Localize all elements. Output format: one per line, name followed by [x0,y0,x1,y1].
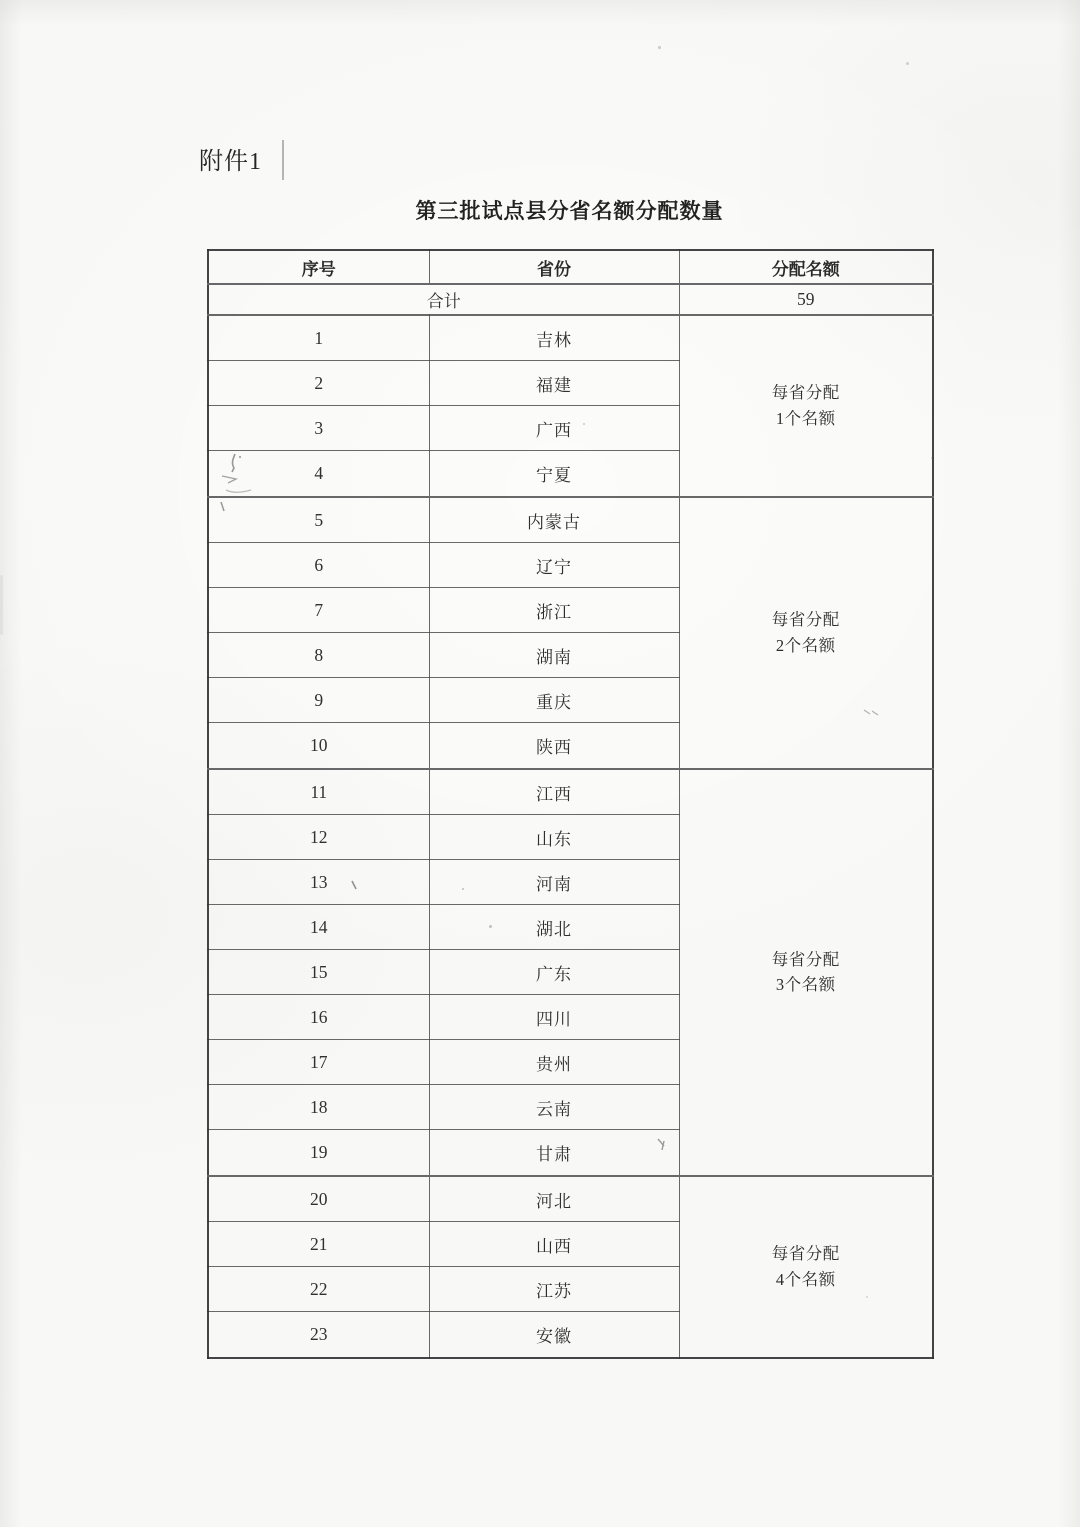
table-row [208,769,933,815]
row-number-cell: 12 [208,815,429,860]
row-number-cell: 10 [208,723,429,769]
row-number-cell: 17 [208,1040,429,1085]
quota-line-1: 每省分配 [771,949,840,969]
total-label: 合计 [208,284,679,315]
province-cell: 陕西 [429,723,679,769]
province-cell: 江苏 [429,1267,679,1312]
province-cell: 湖北 [429,905,679,950]
column-header-serial: 序号 [208,250,429,284]
row-number-cell: 13 [208,860,429,905]
province-cell: 辽宁 [429,543,679,588]
province-cell: 湖南 [429,633,679,678]
province-cell: 安徽 [429,1312,679,1358]
row-number-cell: 22 [208,1267,429,1312]
province-cell: 广东 [429,950,679,995]
row-number-cell: 7 [208,588,429,633]
scan-artifact-streak [0,575,3,635]
province-cell: 山东 [429,815,679,860]
scan-speck [906,62,909,65]
row-number-cell: 11 [208,769,429,815]
scan-speck [658,46,661,49]
province-cell: 河北 [429,1176,679,1222]
row-number-cell: 20 [208,1176,429,1222]
row-number-cell: 16 [208,995,429,1040]
row-number-cell: 6 [208,543,429,588]
province-cell: 江西 [429,769,679,815]
province-cell: 河南 [429,860,679,905]
row-number-cell: 23 [208,1312,429,1358]
row-number-cell: 14 [208,905,429,950]
row-number-cell: 4 [208,451,429,497]
quota-allocation-table [207,249,934,1359]
table-row [208,497,933,543]
table-row [208,315,933,361]
attachment-label: 附件1 [199,149,262,175]
quota-line-2: 1个名额 [775,408,836,428]
scan-artifact-line [282,140,284,180]
row-number-cell: 18 [208,1085,429,1130]
row-number-cell: 3 [208,406,429,451]
province-cell: 贵州 [429,1040,679,1085]
total-row [208,284,933,315]
quota-line-1: 每省分配 [771,610,840,630]
quota-line-2: 3个名额 [775,975,836,995]
row-number-cell: 9 [208,678,429,723]
quota-line-1: 每省分配 [771,383,840,403]
province-cell: 重庆 [429,678,679,723]
province-cell: 福建 [429,361,679,406]
column-header-quota: 分配名额 [679,250,933,284]
row-number-cell: 8 [208,633,429,678]
province-cell: 四川 [429,995,679,1040]
row-number-cell: 5 [208,497,429,543]
quota-cell [679,1176,933,1358]
quota-cell [679,315,933,497]
province-cell: 内蒙古 [429,497,679,543]
table-header-row [208,250,933,284]
total-value: 59 [679,284,933,315]
row-number-cell: 1 [208,315,429,361]
quota-line-1: 每省分配 [771,1244,840,1264]
page-title: 第三批试点县分省名额分配数量 [415,200,724,223]
quota-line-2: 4个名额 [775,1269,836,1289]
quota-line-2: 2个名额 [775,635,836,655]
province-cell: 吉林 [429,315,679,361]
quota-cell [679,497,933,769]
column-header-province: 省份 [429,250,679,284]
province-cell: 山西 [429,1222,679,1267]
row-number-cell: 2 [208,361,429,406]
table-row [208,1176,933,1222]
row-number-cell: 19 [208,1130,429,1176]
row-number-cell: 15 [208,950,429,995]
row-number-cell: 21 [208,1222,429,1267]
quota-cell [679,769,933,1176]
province-cell: 浙江 [429,588,679,633]
province-cell: 甘肃 [429,1130,679,1176]
province-cell: 广西 [429,406,679,451]
province-cell: 云南 [429,1085,679,1130]
province-cell: 宁夏 [429,451,679,497]
